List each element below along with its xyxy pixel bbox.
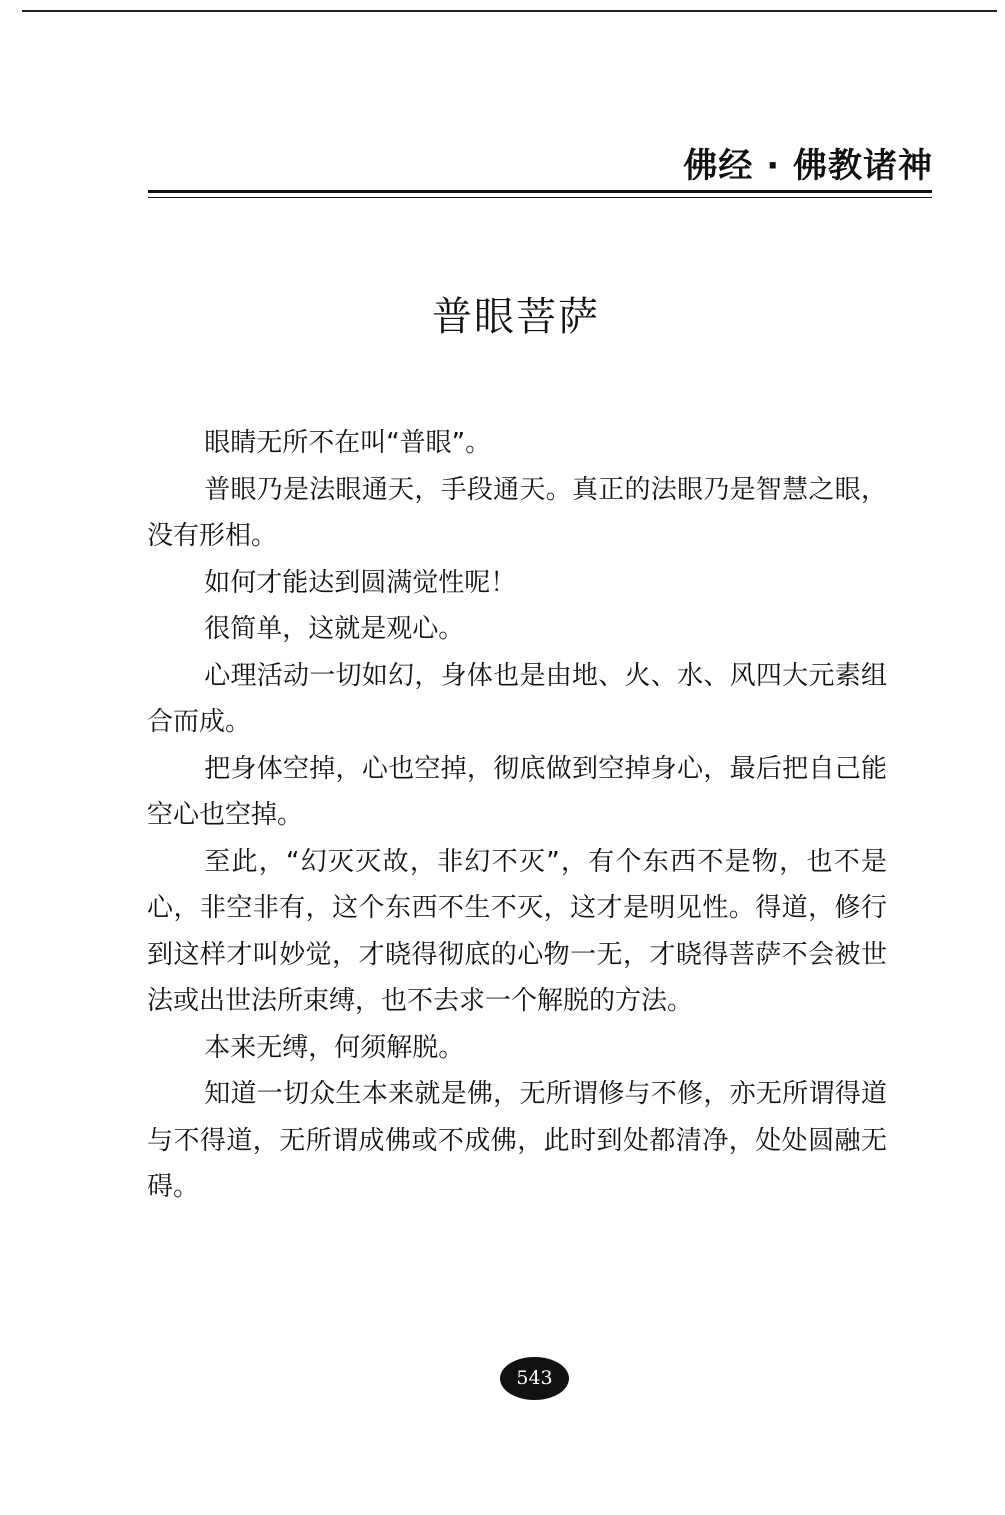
body-text — [147, 420, 887, 1211]
page-number-badge: 543 — [500, 1357, 569, 1400]
paragraph: 很简单，这就是观心。 — [204, 614, 465, 644]
paragraph: 普眼乃是法眼通天，手段通天。真正的法眼乃是智慧之眼，没有形相。 — [147, 474, 887, 551]
header-double-rule — [148, 190, 932, 200]
paragraph: 心理活动一切如幻，身体也是由地、火、水、风四大元素组合而成。 — [147, 660, 887, 737]
chapter-title: 普眼菩萨 — [432, 294, 600, 340]
top-border-line — [22, 10, 997, 12]
header-rule-thin — [148, 197, 932, 198]
paragraph: 本来无缚，何须解脱。 — [204, 1032, 465, 1063]
header-rule-thick — [148, 190, 932, 193]
paragraph: 如何才能达到圆满觉性呢！ — [204, 567, 517, 598]
running-header: 佛经 · 佛教诸神 — [683, 146, 933, 186]
paragraph: 眼睛无所不在叫“普眼”。 — [204, 428, 492, 458]
paragraph: 至此，“幻灭灭故，非幻不灭”，有个东西不是物，也不是心，非空非有，这个东西不生不灭，这才是明见性。得道，修行到这样才叫妙觉，才晓得彻底的心物一无，才晓得菩萨不会被世法或出世法所束缚，也不去求一个解脱的方法。 — [147, 846, 887, 1016]
paragraph: 知道一切众生本来就是佛，无所谓修与不修，亦无所谓得道与不得道，无所谓成佛或不成佛，此时到处都清净，处处圆融无碍。 — [147, 1079, 887, 1202]
paragraph: 把身体空掉，心也空掉，彻底做到空掉身心，最后把自己能空心也空掉。 — [147, 753, 887, 830]
